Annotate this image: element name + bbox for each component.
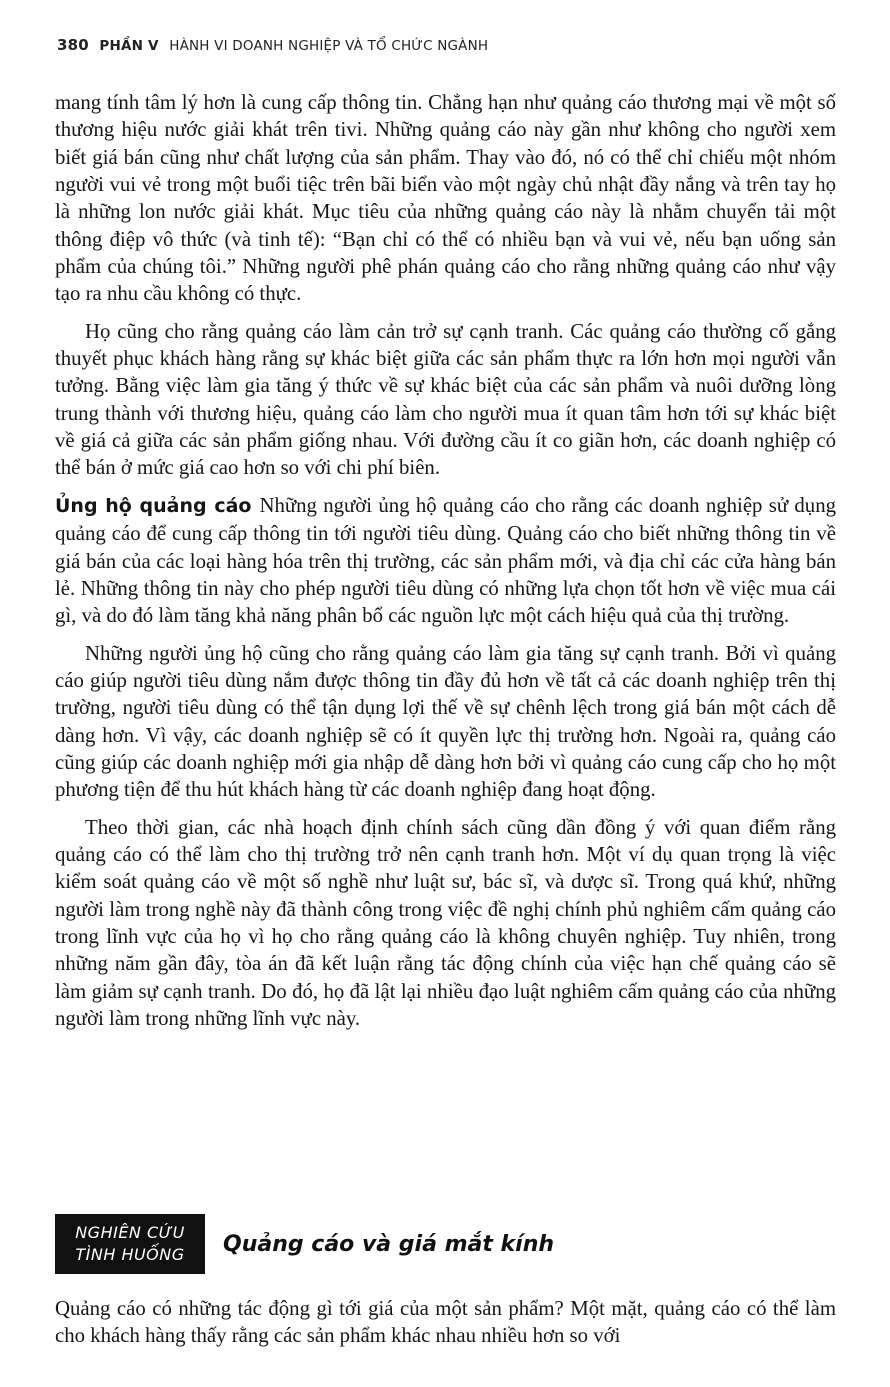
paragraph-1: mang tính tâm lý hơn là cung cấp thông tin. Chẳng hạn như quảng cáo thương mại về một số thương hiệu nước giải khát trên tivi. Những quảng cáo này gần như không cho người xem biết giá bán cũng như chất lượng của sản phẩm. Thay vào đó, nó có thể chỉ chiếu một nhóm người vui vẻ trong một buổi tiệc trên bãi biển vào một ngày chủ nhật đầy nắng và trên tay họ là những lon nước giải khát. Mục tiêu của những quảng cáo này là nhằm chuyển tải một thông điệp vô thức (và tinh tế): “Bạn chỉ có thể có nhiều bạn và vui vẻ, nếu bạn uống sản phẩm của chúng tôi.” Những người phê phán quảng cáo cho rằng những quảng cáo như vậy tạo ra nhu cầu không có thực.: [55, 91, 836, 306]
running-header: [57, 36, 488, 54]
paragraph-5: Theo thời gian, các nhà hoạch định chính sách cũng dần đồng ý với quan điểm rằng quảng cáo có thể làm cho thị trường trở nên cạnh tranh hơn. Một ví dụ quan trọng là việc kiểm soát quảng cáo về một số nghề như luật sư, bác sĩ, và dược sĩ. Trong quá khứ, những người làm trong nghề này đã thành công trong việc đề nghị chính phủ nghiêm cấm quảng cáo trong lĩnh vực của họ vì họ cho rằng quảng cáo là không chuyên nghiệp. Tuy nhiên, trong những năm gần đây, tòa án đã kết luận rằng tác động chính của việc hạn chế quảng cáo sẽ làm giảm sự cạnh tranh. Do đó, họ đã lật lại nhiều đạo luật nghiêm cấm quảng cáo của những người làm trong những lĩnh vực này.: [55, 815, 836, 1030]
paragraph-3-text: Những người ủng hộ quảng cáo cho rằng các doanh nghiệp sử dụng quảng cáo để cung cấp thông tin tới người tiêu dùng. Quảng cáo cho biết những thông tin về giá bán của các loại hàng hóa trên thị trường, các sản phẩm mới, và địa chỉ các cửa hàng bán lẻ. Những thông tin này cho phép người tiêu dùng có những lựa chọn tốt hơn về việc mua cái gì, và do đó làm tăng khả năng phân bổ các nguồn lực một cách hiệu quả của thị trường.: [55, 493, 836, 628]
case-study-body: [55, 1295, 836, 1350]
paragraph-4: Những người ủng hộ cũng cho rằng quảng cáo làm gia tăng sự cạnh tranh. Bởi vì quảng cáo giúp người tiêu dùng nắm được thông tin đầy đủ hơn về tất cả các doanh nghiệp trên thị trường, người tiêu dùng có thể tận dụng lợi thế về sự chênh lệch trong giá bán một cách dễ dàng hơn. Vì vậy, các doanh nghiệp sẽ có ít quyền lực thị trường hơn. Ngoài ra, quảng cáo cũng giúp các doanh nghiệp mới gia nhập dễ dàng hơn bởi vì quảng cáo cung cấp cho họ một phương tiện để thu hút khách hàng từ các doanh nghiệp đang hoạt động.: [55, 641, 836, 802]
case-study-title: Quảng cáo và giá mắt kính: [223, 1231, 555, 1257]
part-title: HÀNH VI DOANH NGHIỆP VÀ TỔ CHỨC NGÀNH: [169, 38, 489, 54]
case-study-header: [55, 1214, 836, 1274]
case-study-badge: [55, 1214, 205, 1274]
case-study-intro: Quảng cáo có những tác động gì tới giá của một sản phẩm? Một mặt, quảng cáo có thể làm cho khách hàng thấy rằng các sản phẩm khác nhau nhiều hơn so với: [55, 1297, 836, 1348]
body-text: [55, 89, 836, 1032]
paragraph-3: [55, 492, 836, 630]
case-study-badge-line-2: TÌNH HUỐNG: [75, 1245, 185, 1264]
part-label: PHẦN V: [99, 38, 159, 54]
paragraph-2: Họ cũng cho rằng quảng cáo làm cản trở sự cạnh tranh. Các quảng cáo thường cố gắng thuyết phục khách hàng rằng sự khác biệt giữa các sản phẩm thực ra lớn hơn mọi người vẫn tưởng. Bằng việc làm gia tăng ý thức về sự khác biệt của các sản phẩm và nuôi dưỡng lòng trung thành với thương hiệu, quảng cáo làm cho người mua ít quan tâm hơn tới sự khác biệt về giá cả giữa các sản phẩm giống nhau. Với đường cầu ít co giãn hơn, các doanh nghiệp có thể bán ở mức giá cao hơn so với chi phí biên.: [55, 319, 836, 480]
case-study-badge-line-1: NGHIÊN CỨU: [75, 1223, 185, 1242]
subsection-heading: Ủng hộ quảng cáo: [55, 494, 252, 517]
page-number: 380: [57, 36, 89, 54]
